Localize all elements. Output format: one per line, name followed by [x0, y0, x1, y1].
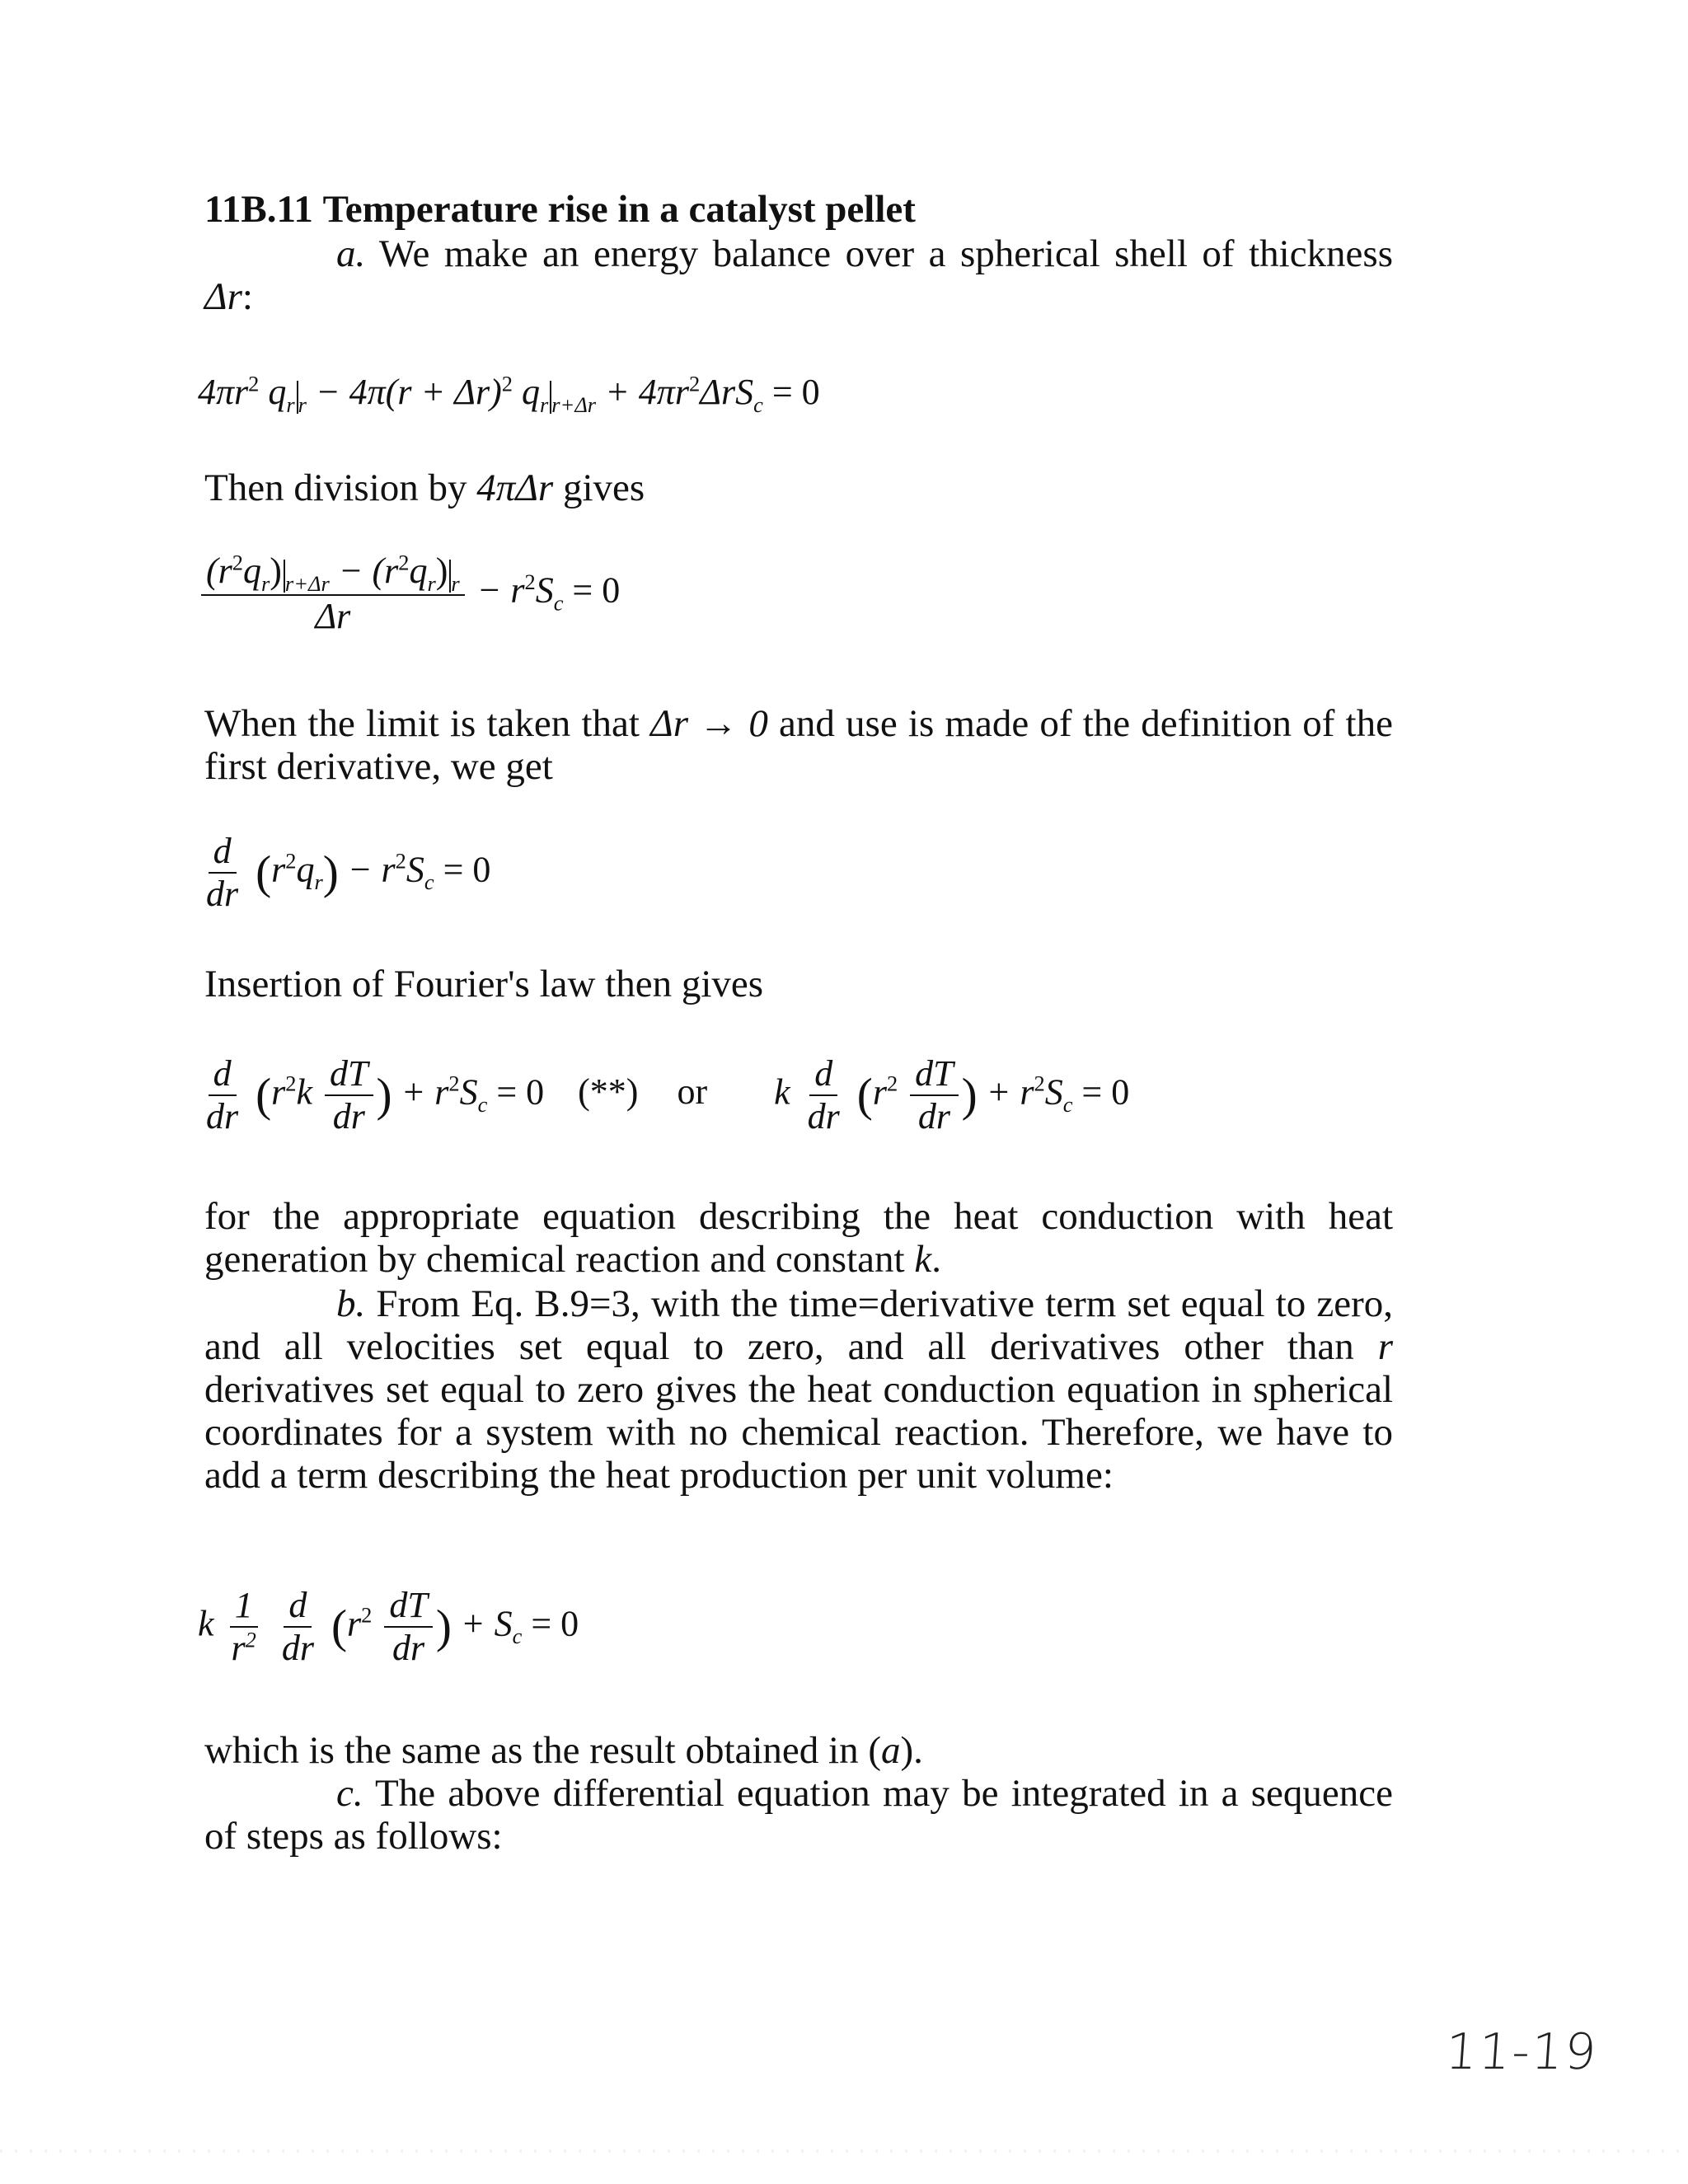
eq4-equals: = 0: [487, 1071, 545, 1113]
eq4-r2: r: [872, 1071, 887, 1113]
part-b-var: r: [1377, 1325, 1393, 1368]
equation-marker: (**): [578, 1071, 639, 1113]
d-den: dr: [281, 1628, 314, 1669]
d-den: dr: [206, 874, 239, 915]
paren-close: ): [322, 846, 339, 899]
eq4-k: k: [296, 1071, 313, 1113]
part-c-text: The above differential equation may be integrated in a sequence of steps as follows:: [204, 1772, 1394, 1858]
same-var: a: [881, 1729, 901, 1772]
section-title: Temperature rise in a catalyst pellet: [322, 188, 916, 231]
d-num: d: [809, 1055, 837, 1096]
dT-dr-fraction: [325, 1055, 373, 1136]
eq3-S: S: [406, 849, 424, 890]
eq1-source: ΔrS: [700, 372, 754, 412]
eq4-S: S: [459, 1071, 478, 1113]
division-var: 4πΔr: [476, 466, 554, 509]
limit-text-start: When the limit is taken that: [204, 702, 651, 745]
eq2-rest: − r: [476, 569, 525, 611]
eq3-sub: r: [314, 869, 323, 895]
part-b-text-end: derivatives set equal to zero gives the heat conduction equation in spherical coordinates for a system with no chemical reaction. Therefore, we have to add a term describing the heat production per unit volume:: [204, 1368, 1393, 1497]
eq3-q: q: [296, 849, 315, 890]
eq1-sub2: r: [539, 391, 549, 417]
eq4-sq4: 2: [1034, 1071, 1045, 1096]
eq3-sq2: 2: [395, 848, 406, 874]
for-text-end: .: [931, 1238, 941, 1281]
eq1-q2: q: [521, 372, 540, 412]
division-text-end: gives: [553, 466, 645, 509]
division-text: [204, 466, 1393, 509]
n-h: r: [427, 570, 436, 596]
eq4-plus: + r: [401, 1071, 449, 1113]
n-j: r: [451, 570, 460, 596]
eq2-c: c: [553, 590, 564, 616]
quotient-denominator: Δr: [315, 596, 351, 636]
equation-energy-balance: [198, 371, 820, 417]
eq3-r: r: [271, 849, 286, 890]
dT-den: dr: [917, 1096, 950, 1137]
r2-base: r: [231, 1628, 246, 1669]
for-var: k: [914, 1238, 932, 1281]
dT-num: dT: [910, 1055, 958, 1096]
d-dr-fraction: [201, 832, 243, 913]
d-num: d: [284, 1586, 312, 1628]
quotient-numerator: [201, 552, 465, 596]
dT-num: dT: [384, 1586, 432, 1628]
section-number: 11B.11: [204, 188, 313, 231]
or-word: or: [677, 1071, 708, 1113]
n-e: r+Δr: [284, 570, 330, 596]
part-a-paragraph: [204, 232, 1393, 318]
paren-open: (: [856, 1069, 873, 1122]
equation-divided: [198, 552, 620, 635]
dT-num: dT: [325, 1055, 373, 1096]
n-i: ): [435, 551, 448, 591]
eq1-term: 4πr: [198, 372, 249, 412]
limit-paragraph: [204, 702, 1393, 788]
paren-open: (: [256, 846, 272, 899]
paren-close: ): [376, 1069, 392, 1122]
n-sq2: 2: [398, 550, 410, 575]
d-dr-fraction: [803, 1055, 845, 1136]
eq4-r: r: [271, 1071, 286, 1113]
d-den: dr: [206, 1096, 239, 1137]
part-c-label: c.: [336, 1772, 363, 1815]
equation-fourier: [198, 1055, 1129, 1136]
paren-close: ): [961, 1069, 978, 1122]
same-text-start: which is the same as the result obtained in (: [204, 1729, 881, 1772]
n-g: q: [409, 551, 428, 591]
same-result-text: [204, 1729, 1393, 1772]
eq4-equals2: = 0: [1072, 1071, 1130, 1113]
eq4-plus2: + r: [986, 1071, 1034, 1113]
dT-dr-fraction: [384, 1586, 432, 1667]
eq4-sq2: 2: [448, 1071, 460, 1096]
n-a: (r: [206, 551, 232, 591]
eq1-sup3: 2: [688, 371, 701, 396]
eq3-c: c: [424, 869, 434, 895]
paren-open: (: [331, 1601, 348, 1653]
scan-edge: [0, 2149, 1688, 2153]
eq5-c: c: [512, 1624, 523, 1649]
fourier-text: Insertion of Fourier's law then gives: [204, 963, 764, 1005]
eq4-S2: S: [1044, 1071, 1063, 1113]
part-a-var: Δr: [204, 275, 242, 318]
part-a-colon: :: [241, 275, 253, 318]
eq1-term2: − 4π(r + Δr): [315, 372, 502, 412]
d-num: d: [209, 832, 237, 874]
difference-quotient: [201, 552, 465, 635]
n-f: − (r: [338, 551, 399, 591]
eq5-plus: + S: [460, 1603, 513, 1644]
eq4-c2: c: [1062, 1092, 1073, 1118]
section-heading: [204, 188, 1393, 231]
part-a-text: We make an energy balance over a spherical shell of thickness: [378, 232, 1393, 275]
part-a-label: a.: [336, 232, 366, 275]
eq1-sub: r: [286, 391, 295, 417]
d-num: d: [209, 1055, 237, 1096]
dT-den: dr: [332, 1096, 365, 1137]
eq1-eval2: r+Δr: [551, 391, 597, 417]
eq5-equals: = 0: [522, 1603, 579, 1644]
d-den: dr: [807, 1096, 840, 1137]
d-dr-fraction: [201, 1055, 243, 1136]
for-paragraph: [204, 1195, 1393, 1281]
eq3-minus: − r: [347, 849, 396, 890]
eq2-equals: = 0: [563, 569, 621, 611]
for-text-start: for the appropriate equation describing the heat conduction with heat generation by chemical reaction and constant: [204, 1195, 1393, 1281]
part-b-text-start: From Eq. B.9=3, with the time=derivative term set equal to zero, and all velocities set equal to zero, and all derivatives other than: [204, 1282, 1393, 1368]
eq4-sq: 2: [285, 1071, 297, 1096]
r2-sq: 2: [245, 1627, 256, 1652]
n-d: ): [270, 551, 282, 591]
eq5-sq: 2: [361, 1602, 373, 1628]
paren-open: (: [256, 1069, 272, 1122]
eq2-S: S: [535, 569, 554, 611]
n-sq: 2: [232, 550, 243, 575]
division-text-start: Then division by: [204, 466, 477, 509]
part-c-paragraph: [204, 1772, 1393, 1858]
d-dr-fraction: [277, 1586, 319, 1667]
n-c: r: [260, 570, 270, 596]
eq5-k: k: [198, 1603, 214, 1644]
eq1-equals: = 0: [762, 372, 820, 412]
one-num: 1: [230, 1586, 258, 1628]
limit-var: Δr → 0: [650, 702, 768, 745]
equation-derivative: [198, 832, 490, 913]
eq1-q: q: [268, 372, 287, 412]
part-b-paragraph: [204, 1282, 1393, 1497]
paren-close: ): [435, 1601, 452, 1653]
eq1-sub3: c: [753, 391, 763, 417]
eq1-eval: r: [298, 391, 307, 417]
eq3-sq: 2: [285, 848, 297, 874]
eq5-r: r: [347, 1603, 362, 1644]
same-text-end: ).: [900, 1729, 923, 1772]
one-over-r2: [227, 1586, 261, 1667]
dT-dr-fraction: [910, 1055, 958, 1136]
eq1-sup: 2: [248, 371, 260, 396]
limit-text-end: and use is made of the definition of the first derivative, we get: [204, 702, 1393, 788]
eq1-sup2: 2: [501, 371, 513, 396]
eq4-sq3: 2: [886, 1071, 898, 1096]
eq3-equals: = 0: [434, 849, 491, 890]
equation-spherical: [198, 1586, 579, 1667]
eq1-term3: + 4πr: [605, 372, 689, 412]
dT-den: dr: [392, 1628, 425, 1669]
page-number: 11-19: [1443, 2023, 1600, 2081]
eq2-sq: 2: [524, 569, 536, 595]
r2-den: [227, 1628, 261, 1667]
eq4-c: c: [477, 1092, 488, 1118]
part-b-label: b.: [336, 1282, 366, 1325]
n-b: q: [242, 551, 261, 591]
eq4-k2: k: [774, 1071, 790, 1113]
